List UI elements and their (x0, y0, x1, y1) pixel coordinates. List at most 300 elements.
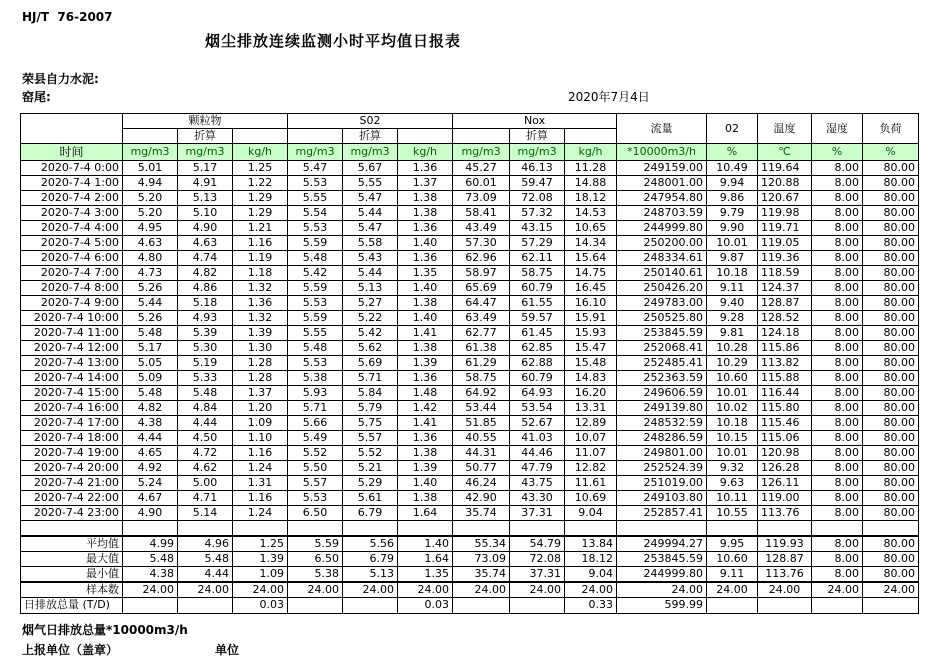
cell: 24.00 (510, 582, 565, 598)
cell: 1.36 (398, 161, 453, 176)
cell: 1.64 (398, 551, 453, 566)
cell: 5.71 (288, 401, 343, 416)
cell: 1.39 (398, 461, 453, 476)
cell: 10.49 (707, 161, 758, 176)
cell: 80.00 (863, 551, 919, 566)
cell: 80.00 (863, 281, 919, 296)
row-label: 2020-7-4 4:00 (21, 221, 123, 236)
cell: 5.58 (343, 236, 398, 251)
cell: 46.24 (453, 476, 510, 491)
cell: 9.11 (707, 281, 758, 296)
header-group-row (21, 114, 919, 129)
cell: 1.16 (233, 491, 288, 506)
cell: 13.84 (565, 536, 617, 552)
cell: 9.87 (707, 251, 758, 266)
row-label: 2020-7-4 17:00 (21, 416, 123, 431)
table-row (21, 221, 919, 236)
cell: 61.38 (453, 341, 510, 356)
cell: 9.63 (707, 476, 758, 491)
cell: 5.93 (288, 386, 343, 401)
cell: 41.03 (510, 431, 565, 446)
cell (510, 597, 565, 613)
cell: 5.10 (178, 206, 233, 221)
cell: 24.00 (565, 582, 617, 598)
table-row (21, 296, 919, 311)
blank-cell (233, 129, 288, 144)
cell (617, 521, 707, 536)
cell: 252068.41 (617, 341, 707, 356)
cell: 80.00 (863, 401, 919, 416)
unit-cell: *10000m3/h (617, 144, 707, 161)
cell: 4.74 (178, 251, 233, 266)
unit-cell: mg/m3 (123, 144, 178, 161)
cell: 1.36 (233, 296, 288, 311)
cell: 250426.20 (617, 281, 707, 296)
cell: 4.91 (178, 176, 233, 191)
cell: 4.82 (123, 401, 178, 416)
cell: 9.81 (707, 326, 758, 341)
cell: 57.29 (510, 236, 565, 251)
table-row (21, 356, 919, 371)
report-table (20, 113, 919, 614)
row-label: 2020-7-4 11:00 (21, 326, 123, 341)
cell: 0.33 (565, 597, 617, 613)
cell: 9.04 (565, 506, 617, 521)
cell: 248532.59 (617, 416, 707, 431)
cell: 55.34 (453, 536, 510, 552)
unit-cell: % (863, 144, 919, 161)
table-row (21, 476, 919, 491)
cell: 5.24 (123, 476, 178, 491)
header-humidity: 湿度 (812, 114, 863, 144)
blank-cell (398, 129, 453, 144)
cell: 4.82 (178, 266, 233, 281)
row-label: 2020-7-4 13:00 (21, 356, 123, 371)
cell (707, 521, 758, 536)
cell: 5.71 (343, 371, 398, 386)
cell: 80.00 (863, 536, 919, 552)
cell: 10.01 (707, 236, 758, 251)
cell: 5.44 (343, 266, 398, 281)
unit-cell: mg/m3 (178, 144, 233, 161)
cell: 4.86 (178, 281, 233, 296)
cell: 6.79 (343, 506, 398, 521)
cell: 1.28 (233, 356, 288, 371)
cell: 5.22 (343, 311, 398, 326)
table-row (21, 536, 919, 552)
cell: 253845.59 (617, 551, 707, 566)
cell: 113.82 (758, 356, 812, 371)
cell: 5.30 (178, 341, 233, 356)
cell: 5.29 (343, 476, 398, 491)
row-label: 2020-7-4 15:00 (21, 386, 123, 401)
cell: 249139.80 (617, 401, 707, 416)
cell (288, 597, 343, 613)
row-label: 2020-7-4 20:00 (21, 461, 123, 476)
cell: 249606.59 (617, 386, 707, 401)
cell: 47.79 (510, 461, 565, 476)
cell: 5.48 (178, 551, 233, 566)
cell: 1.29 (233, 206, 288, 221)
cell: 15.91 (565, 311, 617, 326)
cell: 62.85 (510, 341, 565, 356)
cell: 62.77 (453, 326, 510, 341)
report-date: 2020年7月4日 (568, 90, 650, 104)
row-label: 最大值 (21, 551, 123, 566)
unit-cell: % (707, 144, 758, 161)
cell: 72.08 (510, 191, 565, 206)
cell: 1.19 (233, 251, 288, 266)
table-row (21, 551, 919, 566)
cell: 4.73 (123, 266, 178, 281)
cell (707, 597, 758, 613)
cell: 37.31 (510, 566, 565, 582)
cell: 73.09 (453, 191, 510, 206)
cell: 115.06 (758, 431, 812, 446)
unit-label: 单位 (215, 643, 240, 657)
cell (453, 521, 510, 536)
cell: 1.21 (233, 221, 288, 236)
cell: 5.26 (123, 311, 178, 326)
table-row (21, 386, 919, 401)
time-header: 时间 (21, 144, 123, 161)
cell: 80.00 (863, 386, 919, 401)
cell: 8.00 (812, 446, 863, 461)
row-label: 2020-7-4 3:00 (21, 206, 123, 221)
table-row (21, 206, 919, 221)
cell: 80.00 (863, 266, 919, 281)
unit-cell: kg/h (565, 144, 617, 161)
location-label: 窑尾: (22, 90, 51, 104)
cell: 5.33 (178, 371, 233, 386)
cell: 16.10 (565, 296, 617, 311)
cell: 1.25 (233, 161, 288, 176)
cell: 4.38 (123, 416, 178, 431)
cell: 8.00 (812, 536, 863, 552)
cell: 8.00 (812, 341, 863, 356)
table-row (21, 416, 919, 431)
cell: 65.69 (453, 281, 510, 296)
cell: 8.00 (812, 551, 863, 566)
cell: 8.00 (812, 386, 863, 401)
cell: 58.97 (453, 266, 510, 281)
cell: 1.28 (233, 371, 288, 386)
cell: 250525.80 (617, 311, 707, 326)
cell: 126.28 (758, 461, 812, 476)
cell: 1.22 (233, 176, 288, 191)
cell: 5.42 (343, 326, 398, 341)
cell: 11.61 (565, 476, 617, 491)
cell: 80.00 (863, 236, 919, 251)
cell: 10.60 (707, 371, 758, 386)
cell: 14.53 (565, 206, 617, 221)
cell: 1.25 (233, 536, 288, 552)
cell: 248703.59 (617, 206, 707, 221)
cell: 5.20 (123, 191, 178, 206)
cell: 115.80 (758, 401, 812, 416)
cell: 124.37 (758, 281, 812, 296)
group-particulate: 颗粒物 (123, 114, 288, 129)
cell: 5.47 (343, 191, 398, 206)
cell: 14.88 (565, 176, 617, 191)
row-label: 样本数 (21, 582, 123, 598)
cell (863, 521, 919, 536)
row-label: 2020-7-4 14:00 (21, 371, 123, 386)
cell: 58.75 (510, 266, 565, 281)
cell: 5.18 (178, 296, 233, 311)
cell: 9.79 (707, 206, 758, 221)
cell: 59.47 (510, 176, 565, 191)
cell: 15.64 (565, 251, 617, 266)
cell: 249994.27 (617, 536, 707, 552)
cell: 252857.41 (617, 506, 707, 521)
cell: 4.84 (178, 401, 233, 416)
cell: 5.53 (288, 491, 343, 506)
cell: 53.44 (453, 401, 510, 416)
cell: 18.12 (565, 191, 617, 206)
cell: 1.35 (398, 266, 453, 281)
unit-cell: mg/m3 (510, 144, 565, 161)
table-row (21, 266, 919, 281)
cell: 1.32 (233, 311, 288, 326)
cell: 8.00 (812, 401, 863, 416)
cell: 80.00 (863, 191, 919, 206)
cell: 53.54 (510, 401, 565, 416)
cell: 5.62 (343, 341, 398, 356)
cell: 599.99 (617, 597, 707, 613)
cell: 4.92 (123, 461, 178, 476)
cell: 5.09 (123, 371, 178, 386)
cell: 1.20 (233, 401, 288, 416)
cell: 247954.80 (617, 191, 707, 206)
cell: 9.40 (707, 296, 758, 311)
cell (510, 521, 565, 536)
group-nox: Nox (453, 114, 617, 129)
cell: 43.30 (510, 491, 565, 506)
cell: 5.48 (123, 326, 178, 341)
cell (398, 521, 453, 536)
cell (288, 521, 343, 536)
reporting-org-label: 上报单位（盖章） (22, 643, 119, 657)
cell: 249103.80 (617, 491, 707, 506)
cell: 24.00 (758, 582, 812, 598)
cell: 80.00 (863, 311, 919, 326)
cell: 5.48 (288, 341, 343, 356)
table-row (21, 566, 919, 582)
row-label: 2020-7-4 2:00 (21, 191, 123, 206)
cell (453, 597, 510, 613)
cell: 4.44 (123, 431, 178, 446)
cell: 15.93 (565, 326, 617, 341)
cell: 8.00 (812, 296, 863, 311)
cell: 113.76 (758, 566, 812, 582)
cell: 115.46 (758, 416, 812, 431)
cell: 4.44 (178, 416, 233, 431)
cell: 1.38 (398, 491, 453, 506)
cell: 1.29 (233, 191, 288, 206)
cell: 4.94 (123, 176, 178, 191)
cell: 4.72 (178, 446, 233, 461)
cell (123, 597, 178, 613)
cell: 57.30 (453, 236, 510, 251)
cell: 5.56 (343, 536, 398, 552)
cell: 1.39 (233, 551, 288, 566)
cell: 5.48 (178, 386, 233, 401)
cell: 57.32 (510, 206, 565, 221)
cell: 115.88 (758, 371, 812, 386)
cell: 5.55 (343, 176, 398, 191)
cell: 5.61 (343, 491, 398, 506)
cell: 5.47 (288, 161, 343, 176)
cell: 1.18 (233, 266, 288, 281)
cell: 5.26 (123, 281, 178, 296)
cell: 1.40 (398, 236, 453, 251)
cell: 63.49 (453, 311, 510, 326)
cell (178, 521, 233, 536)
unit-cell: mg/m3 (288, 144, 343, 161)
cell: 128.52 (758, 311, 812, 326)
cell: 61.45 (510, 326, 565, 341)
cell: 8.00 (812, 251, 863, 266)
cell: 64.93 (510, 386, 565, 401)
blank-cell (453, 129, 510, 144)
cell: 9.86 (707, 191, 758, 206)
table-row (21, 236, 919, 251)
cell: 5.53 (288, 356, 343, 371)
cell: 1.10 (233, 431, 288, 446)
cell: 9.28 (707, 311, 758, 326)
cell: 11.28 (565, 161, 617, 176)
cell: 5.47 (343, 221, 398, 236)
row-label: 日排放总量 (T/D) (21, 597, 123, 613)
row-label: 2020-7-4 21:00 (21, 476, 123, 491)
cell: 250200.00 (617, 236, 707, 251)
cell: 9.11 (707, 566, 758, 582)
time-blank-cell (21, 114, 123, 144)
cell: 8.00 (812, 566, 863, 582)
cell: 60.01 (453, 176, 510, 191)
cell: 24.00 (288, 582, 343, 598)
cell: 80.00 (863, 371, 919, 386)
cell: 128.87 (758, 551, 812, 566)
cell: 80.00 (863, 566, 919, 582)
row-label: 2020-7-4 10:00 (21, 311, 123, 326)
table-body (21, 161, 919, 614)
cell: 4.93 (178, 311, 233, 326)
cell: 1.38 (398, 296, 453, 311)
cell: 10.01 (707, 446, 758, 461)
cell: 80.00 (863, 491, 919, 506)
cell: 8.00 (812, 221, 863, 236)
table-row (21, 521, 919, 536)
cell: 8.00 (812, 206, 863, 221)
cell: 5.42 (288, 266, 343, 281)
cell: 24.00 (123, 582, 178, 598)
cell: 64.92 (453, 386, 510, 401)
cell: 5.19 (178, 356, 233, 371)
cell (565, 521, 617, 536)
cell: 16.45 (565, 281, 617, 296)
cell: 46.13 (510, 161, 565, 176)
table-row (21, 461, 919, 476)
cell: 4.65 (123, 446, 178, 461)
cell: 18.12 (565, 551, 617, 566)
cell: 5.49 (288, 431, 343, 446)
cell: 8.00 (812, 431, 863, 446)
row-label: 2020-7-4 12:00 (21, 341, 123, 356)
cell: 5.53 (288, 176, 343, 191)
cell: 16.20 (565, 386, 617, 401)
cell: 1.36 (398, 431, 453, 446)
cell: 1.37 (398, 176, 453, 191)
cell: 1.09 (233, 566, 288, 582)
cell: 8.00 (812, 281, 863, 296)
cell: 8.00 (812, 236, 863, 251)
cell: 1.38 (398, 206, 453, 221)
cell: 8.00 (812, 176, 863, 191)
cell: 5.27 (343, 296, 398, 311)
cell: 8.00 (812, 461, 863, 476)
cell (758, 597, 812, 613)
cell: 10.01 (707, 386, 758, 401)
standard-number: HJ/T 76-2007 (22, 10, 113, 24)
cell: 80.00 (863, 206, 919, 221)
row-label: 2020-7-4 16:00 (21, 401, 123, 416)
cell: 5.57 (288, 476, 343, 491)
cell: 1.36 (398, 221, 453, 236)
cell: 80.00 (863, 476, 919, 491)
cell: 252524.39 (617, 461, 707, 476)
cell: 10.55 (707, 506, 758, 521)
cell: 80.00 (863, 416, 919, 431)
cell: 1.36 (398, 251, 453, 266)
cell: 1.38 (398, 341, 453, 356)
cell: 80.00 (863, 161, 919, 176)
row-label: 最小值 (21, 566, 123, 582)
cell: 5.48 (123, 386, 178, 401)
cell: 5.54 (288, 206, 343, 221)
cell: 80.00 (863, 461, 919, 476)
cell: 4.50 (178, 431, 233, 446)
unit-cell: mg/m3 (453, 144, 510, 161)
cell: 80.00 (863, 506, 919, 521)
cell: 1.40 (398, 536, 453, 552)
cell: 52.67 (510, 416, 565, 431)
cell: 248334.61 (617, 251, 707, 266)
cell (343, 521, 398, 536)
cell: 14.83 (565, 371, 617, 386)
cell: 40.55 (453, 431, 510, 446)
cell: 9.95 (707, 536, 758, 552)
cell: 11.07 (565, 446, 617, 461)
header-temperature: 温度 (758, 114, 812, 144)
table-row (21, 176, 919, 191)
cell: 80.00 (863, 251, 919, 266)
cell: 60.79 (510, 371, 565, 386)
cell: 80.00 (863, 356, 919, 371)
header-o2: 02 (707, 114, 758, 144)
cell: 80.00 (863, 326, 919, 341)
cell (233, 521, 288, 536)
cell: 1.41 (398, 326, 453, 341)
cell: 252363.59 (617, 371, 707, 386)
cell: 5.00 (178, 476, 233, 491)
cell: 1.41 (398, 416, 453, 431)
cell: 12.89 (565, 416, 617, 431)
cell: 244999.80 (617, 221, 707, 236)
cell: 6.79 (343, 551, 398, 566)
cell: 10.07 (565, 431, 617, 446)
